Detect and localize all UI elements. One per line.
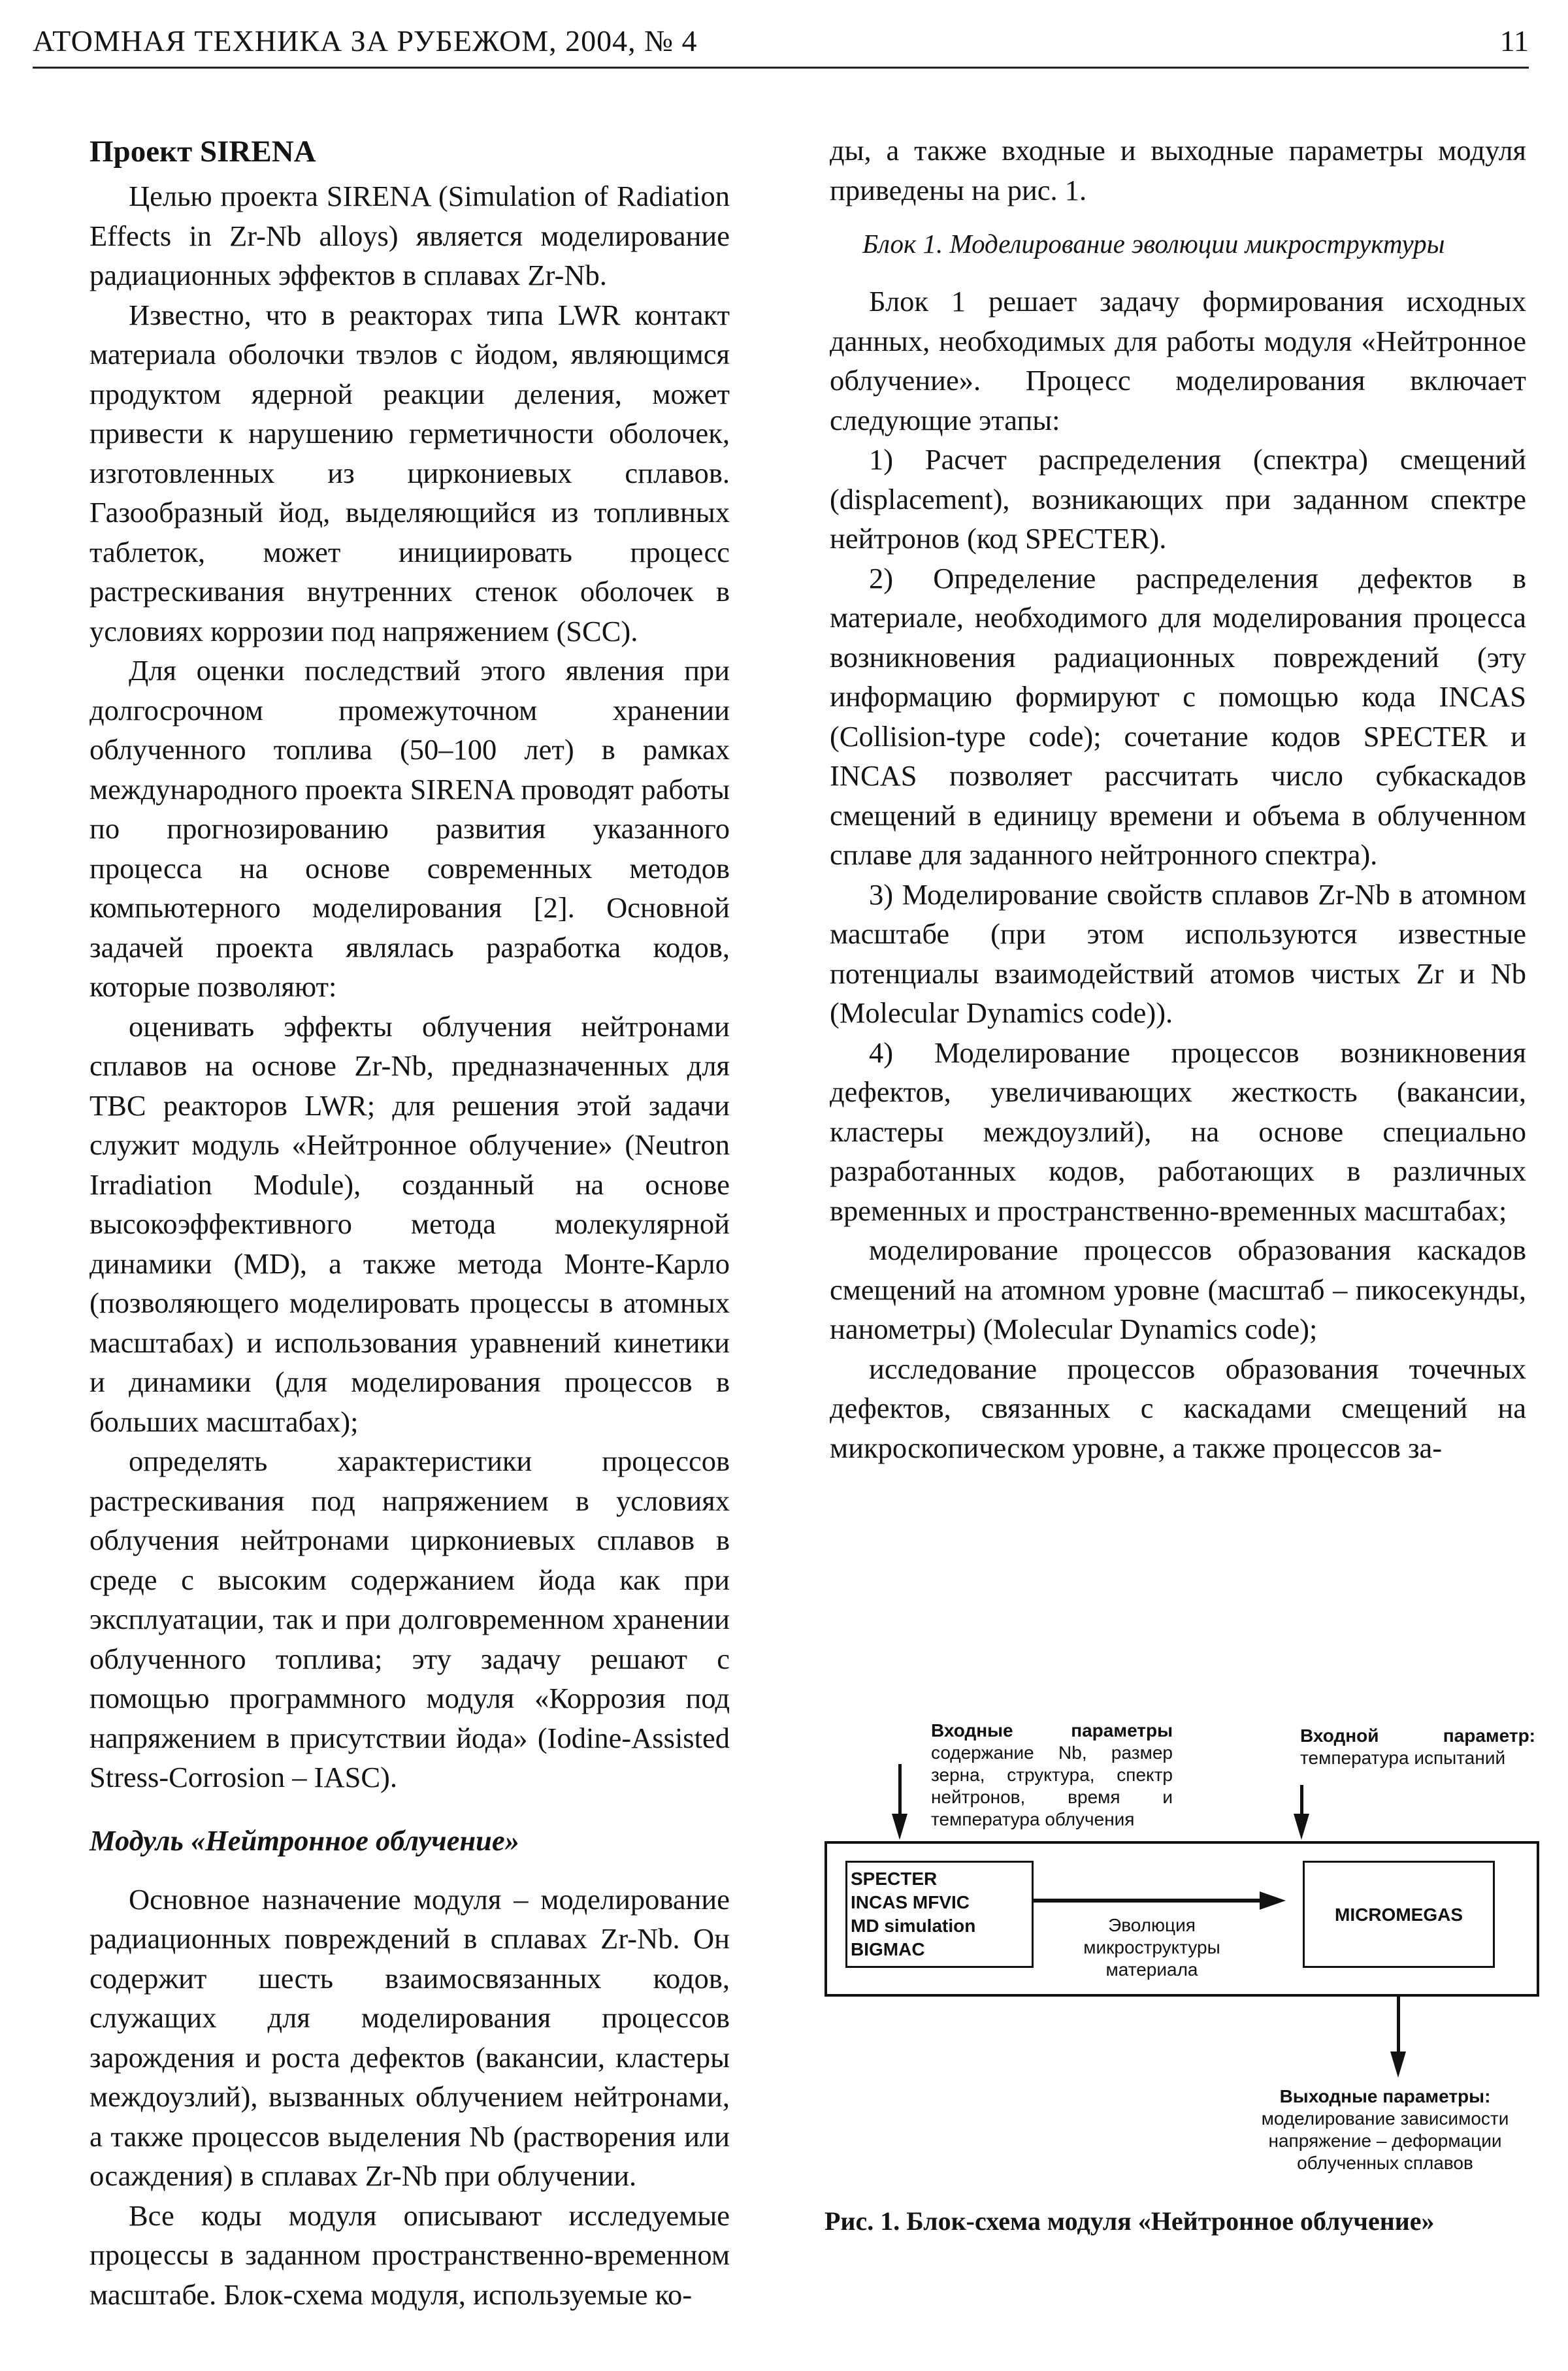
- output-bold: Выходные параметры:: [1279, 2086, 1491, 2106]
- code-item: MD simulation: [851, 1916, 976, 1936]
- input-bold: Входные параметры: [931, 1720, 1173, 1741]
- arrow-head: [1390, 2052, 1406, 2078]
- paragraph: Блок 1 решает задачу формирования исходных данных, необходимых для работы модуля «Нейтронное облучение». Процесс моделирования включает следующие этапы:: [830, 285, 1526, 436]
- codes-list: [851, 1867, 975, 1961]
- page-number: 11: [1499, 24, 1529, 57]
- output-text: моделирование зависимости напряжение – деформации облученных сплавов: [1261, 2108, 1509, 2173]
- block-title: Блок 1. Моделирование эволюции микроструктуры: [862, 229, 1445, 259]
- paragraph: Известно, что в реакторах типа LWR контакт материала оболочки твэлов с йодом, являющимся продуктом ядерной реакции деления, может привести к нарушению герметичности оболочек, изготовленных из циркониевых сплавов. Газообразный йод, выделяющийся из топливных таблеток, может инициировать процесс растрескивания внутренних стенок оболочек в условиях коррозии под напряжением (SCC).: [90, 298, 730, 647]
- paragraph: оценивать эффекты облучения нейтронами сплавов на основе Zr-Nb, предназначенных для ТВС реакторов LWR; для решения этой задачи служит модуль «Нейтронное облучение» (Neutron Irradiation Module), созданный на основе высокоэффективного метода молекулярной динамики (MD), а также метода Монте-Карло (позволяющего моделировать процессы в атомных масштабах) и использования уравнений кинетики и динамики (для моделирования процессов в больших масштабах);: [90, 1009, 730, 1438]
- input-text: содержание Nb, размер зерна, структура, спектр нейтронов, время и температура облучения: [931, 1742, 1173, 1829]
- arrow-head: [892, 1814, 907, 1840]
- paragraph: Все коды модуля описывают исследуемые процессы в заданном пространственно-временном масштабе. Блок-схема модуля, используемые ко-: [90, 2199, 730, 2311]
- input2-bold: Входной параметр:: [1300, 1725, 1535, 1746]
- paragraph: 4) Моделирование процессов возникновения дефектов, увеличивающих жесткость (вакансии, кластеры междоузлий), на основе специально разработанных кодов, работающих в различных временных и пространственно-временных масштабах;: [830, 1036, 1526, 1227]
- paragraph: исследование процессов образования точечных дефектов, связанных с каскадами смещений на микроскопическом уровне, а также процессов за-: [830, 1352, 1526, 1464]
- figure-caption: Рис. 1. Блок-схема модуля «Нейтронное облучение»: [825, 2206, 1435, 2236]
- evolution-label: Эволюция микроструктуры материала: [1083, 1915, 1220, 1980]
- input-arrow-right: [1300, 1785, 1303, 1816]
- arrow-head: [1260, 1891, 1286, 1910]
- output-parameters: [1235, 2085, 1535, 2174]
- right-column: [830, 131, 1526, 1467]
- evolution-arrow: [1034, 1899, 1262, 1903]
- paragraph: определять характеристики процессов растрескивания под напряжением в условиях облучения нейтронами циркониевых сплавов в среде с высоким содержанием йода как при эксплуатации, так и при долговременном хранении облученного топлива; эту задачу решают с помощью программного модуля «Коррозия под напряжением в присутствии йода» (Iodine-Assisted Stress-Corrosion – IASC).: [90, 1445, 730, 1793]
- paragraph: ды, а также входные и выходные параметры модуля приведены на рис. 1.: [830, 134, 1526, 206]
- paragraph: 2) Определение распределения дефектов в материале, необходимого для моделирования процесса возникновения радиационных повреждений (эту информацию формируют с помощью кода INCAS (Collision-type code); сочетание кодов SPECTER и INCAS позволяет рассчитать число субкаскадов смещений в единицу времени и объема в облученном сплаве для заданного нейтронного спектра).: [830, 561, 1526, 871]
- paragraph: 3) Моделирование свойств сплавов Zr-Nb в атомном масштабе (при этом используются известные потенциалы взаимодействий атомов чистых Zr и Nb (Molecular Dynamics code)).: [830, 877, 1526, 1029]
- paragraph: моделирование процессов образования каскадов смещений на атомном уровне (масштаб – пикосекунды, нанометры) (Molecular Dynamics code);: [830, 1234, 1526, 1345]
- output-arrow: [1397, 1997, 1400, 2054]
- journal-title: АТОМНАЯ ТЕХНИКА ЗА РУБЕЖОМ, 2004, № 4: [33, 24, 698, 57]
- input2-text: температура испытаний: [1300, 1748, 1506, 1768]
- code-item: SPECTER: [851, 1869, 938, 1889]
- subsection-title: Модуль «Нейтронное облучение»: [90, 1823, 519, 1857]
- input-arrow-left: [898, 1764, 902, 1816]
- code-item: INCAS MFVIC: [851, 1892, 970, 1912]
- section-title: Проект SIRENA: [90, 135, 316, 169]
- input-parameter-2: [1300, 1725, 1535, 1769]
- input-parameters-text: [931, 1720, 1173, 1831]
- micromegas-label: MICROMEGAS: [1335, 1905, 1463, 1925]
- code-item: BIGMAC: [851, 1939, 925, 1959]
- running-header: [33, 20, 1529, 69]
- paragraph: 1) Расчет распределения (спектра) смещений (displacement), возникающих при заданном спектре нейтронов (код SPECTER).: [830, 443, 1526, 555]
- paragraph: Основное назначение модуля – моделирование радиационных повреждений в сплавах Zr-Nb. Он содержит шесть взаимосвязанных кодов, служащих для моделирования процессов зарождения и роста дефектов (вакансии, кластеры междоузлий), вызванных облучением нейтронами, а также процессов выделения Nb (растворения или осаждения) в сплавах Zr-Nb при облучении.: [90, 1882, 730, 2192]
- left-column: [90, 131, 730, 2314]
- paragraph: Для оценки последствий этого явления при долгосрочном промежуточном хранении облученного топлива (50–100 лет) в рамках международного проекта SIRENA проводят работы по прогнозированию развития указанного процесса на основе современных методов компьютерного моделирования [2]. Основной задачей проекта являлась разработка кодов, которые позволяют:: [90, 654, 730, 1003]
- paragraph: Целью проекта SIRENA (Simulation of Radiation Effects in Zr-Nb alloys) является моделирование радиационных эффектов в сплавах Zr-Nb.: [90, 180, 730, 291]
- arrow-head: [1294, 1814, 1309, 1840]
